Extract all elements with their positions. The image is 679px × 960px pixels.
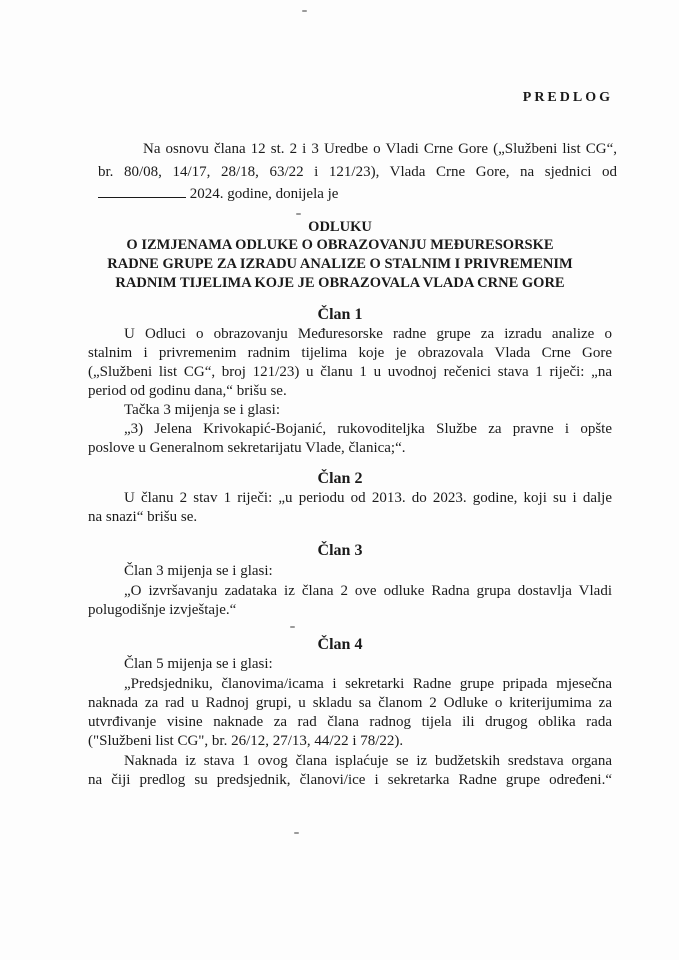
decision-title: ODLUKU xyxy=(308,219,372,235)
article-1-line: poslove u Generalnom sekretarijatu Vlade, članica;“. xyxy=(88,440,406,456)
article-4-line: utvrđivanje visine naknade za rad člana radnog tijela ili drugog oblika rada xyxy=(88,714,612,730)
article-1-line: („Službeni list CG“, broj 121/23) u članu 1 u uvodnoj rečenici stava 1 riječi: „na xyxy=(88,364,612,380)
article-4-line: Član 5 mijenja se i glasi: xyxy=(124,656,273,672)
preamble-line: br. 80/08, 14/17, 28/18, 63/22 i 121/23), Vlada Crne Gore, na sjednici od xyxy=(98,164,617,180)
scan-mark xyxy=(294,832,299,834)
decision-subtitle-line: RADNE GRUPE ZA IZRADU ANALIZE O STALNIM I PRIVREMENIM xyxy=(107,256,573,272)
scan-mark xyxy=(290,626,295,628)
article-4-line: Naknada iz stava 1 ovog člana isplaćuje se iz budžetskih sredstava organa xyxy=(124,753,612,769)
preamble-line: Na osnovu člana 12 st. 2 i 3 Uredbe o Vladi Crne Gore („Službeni list CG“, xyxy=(143,141,617,157)
article-2-line: U članu 2 stav 1 riječi: „u periodu od 2013. do 2023. godine, koji su i dalje xyxy=(124,490,612,506)
article-1-line: stalnim i privremenim radnim tijelima koje je obrazovala Vlada Crne Gore xyxy=(88,345,612,361)
decision-subtitle-line: O IZMJENAMA ODLUKE O OBRAZOVANJU MEĐURESORSKE xyxy=(126,237,554,253)
article-4-heading: Član 4 xyxy=(317,636,363,653)
article-2-line: na snazi“ brišu se. xyxy=(88,509,198,525)
document-status-label: PREDLOG xyxy=(522,90,613,105)
article-4-line: „Predsjedniku, članovima/icama i sekretarki Radne grupe pripada mjesečna xyxy=(124,676,612,692)
article-4-line: na čiji predlog su predsjednik, članovi/ice i sekretarka Radne grupe određeni.“ xyxy=(88,772,612,788)
article-3-line: „O izvršavanju zadataka iz člana 2 ove odluke Radna grupa dostavlja Vladi xyxy=(124,583,612,599)
article-3-line: Član 3 mijenja se i glasi: xyxy=(124,563,273,579)
article-1-line: U Odluci o obrazovanju Međuresorske radne grupe za izradu analize o xyxy=(124,326,612,342)
article-1-heading: Član 1 xyxy=(317,306,363,323)
article-1-line: „3) Jelena Krivokapić-Bojanić, rukovoditeljka Službe za pravne i opšte xyxy=(124,421,612,437)
preamble-line-with-blank xyxy=(98,185,338,203)
article-1-line: period od godinu dana,“ brišu se. xyxy=(88,383,287,399)
scan-mark xyxy=(296,213,301,215)
article-2-heading: Član 2 xyxy=(317,470,363,487)
scan-mark xyxy=(302,10,307,12)
article-1-line: Tačka 3 mijenja se i glasi: xyxy=(124,402,280,418)
preamble-line-text: 2024. godine, donijela je xyxy=(189,186,339,202)
decision-subtitle-line: RADNIM TIJELIMA KOJE JE OBRAZOVALA VLADA CRNE GORE xyxy=(115,275,565,291)
date-blank xyxy=(98,185,186,198)
article-4-line: naknada za rad u Radnoj grupi, u skladu sa članom 2 Odluke o kriterijumima za xyxy=(88,695,612,711)
article-3-heading: Član 3 xyxy=(317,542,363,559)
article-4-line: ("Službeni list CG", br. 26/12, 27/13, 44/22 i 78/22). xyxy=(88,733,404,749)
article-3-line: polugodišnje izvještaje.“ xyxy=(88,602,237,618)
